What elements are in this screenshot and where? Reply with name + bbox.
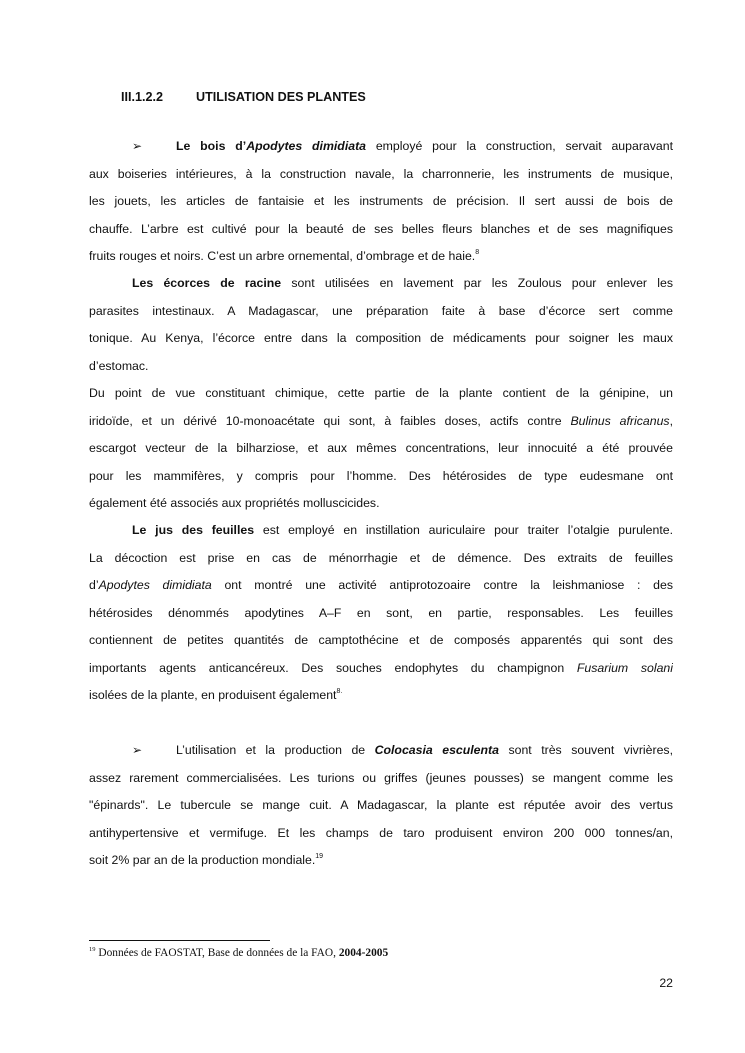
footnote-separator (89, 940, 270, 941)
footnote-ref: 8. (336, 688, 343, 695)
page-number: 22 (659, 976, 673, 990)
paragraph-colocasia: ➢ L’utilisation et la production de Colocasia esculenta sont très souvent vivrières, assez rarement commercialisées. Les turions ou griffes (jeunes pousses) se mangent comme les "épinards". Le tubercule se mange cuit. A Madagascar, la plante est réputée avoir des vertus antihypertensive et vermifuge. Et les champs de taro produisent environ 200 000 tonnes/an, soit 2% par an de la production mondiale.$^{19}$ (89, 737, 673, 875)
footnote-ref: 19 (315, 853, 324, 860)
paragraph-chemistry: Du point de vue constituant chimique, cette partie de la plante contient de la génipine, un iridoïde, et un dérivé 10-monoacétate qui sont, à faibles doses, actifs contre Bulinus africanus, escargot vecteur de la bilharziose, et aux mêmes concentrations, leur innocuité a été prouvée pour les mammifères, y compris pour l’homme. Des hétérosides de type eudesmane ont également été associés aux propriétés molluscicides. (89, 386, 673, 510)
section-number: III.1.2.2 (121, 90, 164, 104)
paragraph-leaf-juice: Le jus des feuilles est employé en instillation auriculaire pour traiter l’otalgie purulente. La décoction est prise en cas de ménorrhagie et de démence. Des extraits de feuilles d’Apodytes dimidiata ont montré une activité antiprotozoaire contre la leishmaniose : des hétérosides dénommés apodytines A–F en sont, en partie, responsables. Les feuilles contiennent de petites quantités de camptothécine et de composés apparentés qui sont des importants agents anticancéreux. Des souches endophytes du champignon Fusarium solani isolées de la plante, en produisent également$^{8.}$ (89, 523, 673, 702)
bullet-arrow-icon: ➢ (132, 139, 143, 153)
footnote-ref: 8 (475, 249, 480, 256)
paragraph-apodytes-wood: ➢ Le bois d’Apodytes dimidiata employé pour la construction, servait auparavant aux boiseries intérieures, à la construction navale, la charronnerie, les instruments de musique, les jouets, les articles de fantaisie et les instruments de précision. Il sert aussi de bois de chauffe. L’arbre est cultivé pour la beauté de ses belles fleurs blanches et de ses magnifiques fruits rouges et noirs. C’est un arbre ornemental, d’ombrage et de haie.$^8$ (89, 133, 673, 271)
paragraph-root-bark: Les écorces de racine sont utilisées en lavement par les Zoulous pour enlever les parasites intestinaux. A Madagascar, une préparation faite à base d’écorce sert comme tonique. Au Kenya, l’écorce entre dans la composition de médicaments pour soigner les maux d’estomac. (89, 276, 673, 373)
bullet-arrow-icon: ➢ (132, 743, 143, 757)
section-title: UTILISATION DES PLANTES (196, 90, 366, 104)
section-heading (121, 90, 366, 104)
footnote: $^{19}$ Données de FAOSTAT, Base de données de la FAO, 2004-2005 (89, 946, 389, 959)
